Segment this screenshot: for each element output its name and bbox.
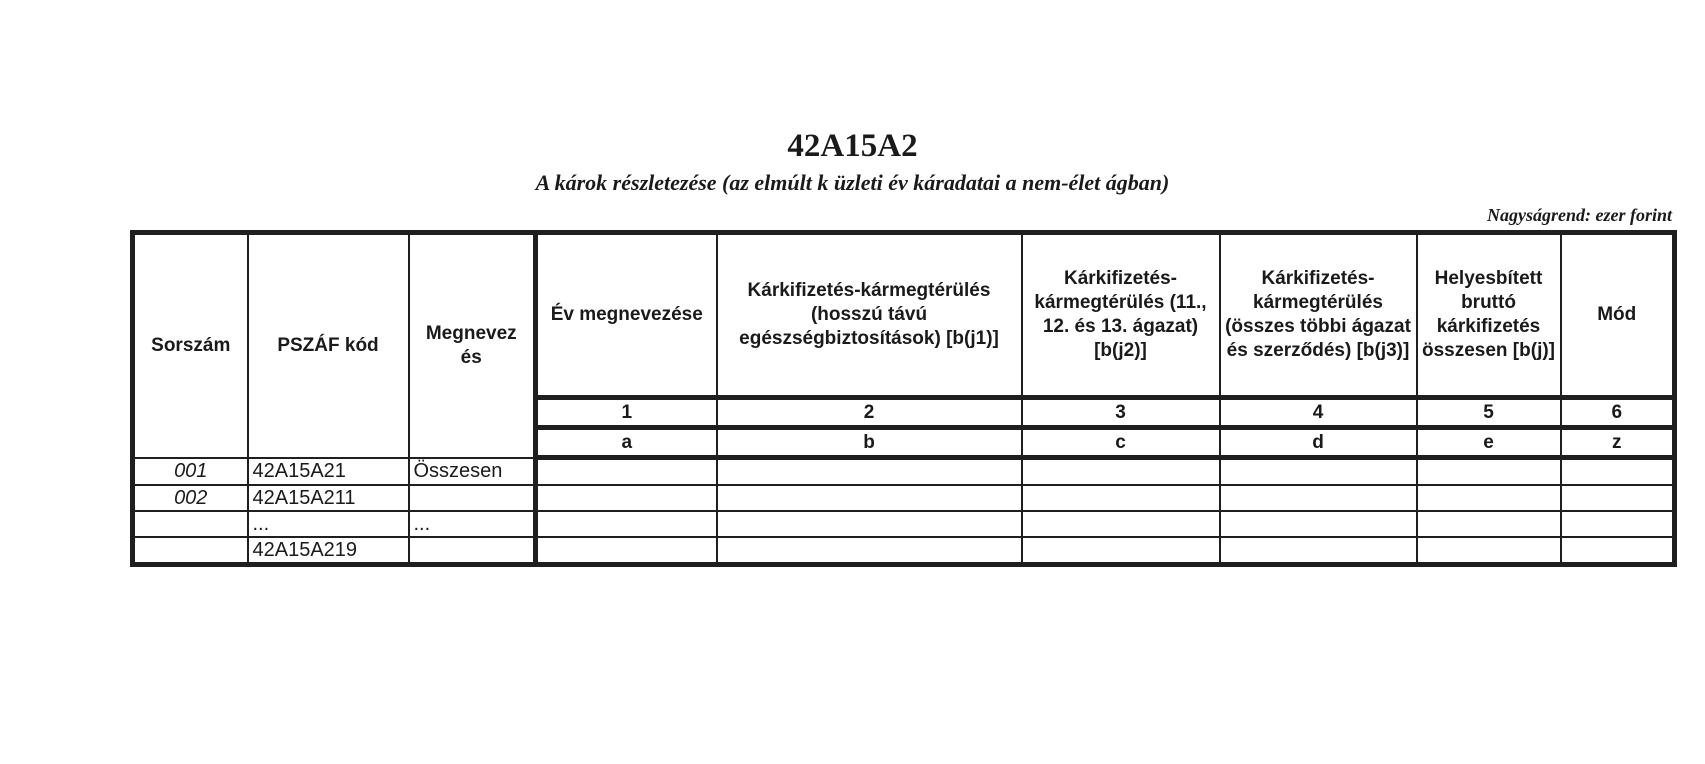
- column-number: 1: [536, 398, 717, 428]
- data-cell[interactable]: [1561, 458, 1675, 486]
- claims-table: [130, 230, 1677, 567]
- header-helyesbitett-brutto: Helyesbített bruttó kárkifizetés összesen [b(j)]: [1417, 233, 1561, 398]
- data-cell[interactable]: [1561, 511, 1675, 537]
- row-megnevezes: Összesen: [409, 458, 536, 486]
- row-pszaf-kod: ...: [248, 511, 409, 537]
- header-sorszam: Sorszám: [133, 233, 248, 458]
- data-cell[interactable]: [1220, 537, 1417, 565]
- table-row: [133, 511, 1675, 537]
- table-row: [133, 537, 1675, 565]
- row-sorszam: [133, 511, 248, 537]
- column-letter: b: [717, 428, 1022, 458]
- data-cell[interactable]: [1417, 537, 1561, 565]
- row-megnevezes: ...: [409, 511, 536, 537]
- column-letter: d: [1220, 428, 1417, 458]
- data-cell[interactable]: [1417, 511, 1561, 537]
- data-cell[interactable]: [717, 537, 1022, 565]
- data-cell[interactable]: [717, 458, 1022, 486]
- header-karkifizetes-j1: Kárkifizetés-kármegtérülés (hosszú távú egészségbiztosítások) [b(j1)]: [717, 233, 1022, 398]
- header-mod: Mód: [1561, 233, 1675, 398]
- data-cell[interactable]: [1022, 485, 1220, 511]
- data-cell[interactable]: [1561, 485, 1675, 511]
- row-pszaf-kod: 42A15A21: [248, 458, 409, 486]
- column-number: 3: [1022, 398, 1220, 428]
- data-cell[interactable]: [536, 458, 717, 486]
- data-cell[interactable]: [1022, 458, 1220, 486]
- column-number: 5: [1417, 398, 1561, 428]
- column-letter: z: [1561, 428, 1675, 458]
- column-letter: e: [1417, 428, 1561, 458]
- data-cell[interactable]: [1022, 511, 1220, 537]
- header-pszaf-kod: PSZÁF kód: [248, 233, 409, 458]
- data-cell[interactable]: [1417, 485, 1561, 511]
- data-cell[interactable]: [1220, 485, 1417, 511]
- data-cell[interactable]: [536, 537, 717, 565]
- column-number: 2: [717, 398, 1022, 428]
- data-cell[interactable]: [1417, 458, 1561, 486]
- data-cell[interactable]: [717, 511, 1022, 537]
- data-cell[interactable]: [536, 485, 717, 511]
- data-cell[interactable]: [1561, 537, 1675, 565]
- column-letter: a: [536, 428, 717, 458]
- table-row: [133, 458, 1675, 486]
- table-subtitle: A károk részletezése (az elmúlt k üzleti év káradatai a nem-élet ágban): [535, 170, 1170, 195]
- row-pszaf-kod: 42A15A211: [248, 485, 409, 511]
- data-cell[interactable]: [536, 511, 717, 537]
- header-karkifizetes-j2: Kárkifizetés-kármegtérülés (11., 12. és 13. ágazat) [b(j2)]: [1022, 233, 1220, 398]
- data-cell[interactable]: [1220, 511, 1417, 537]
- row-sorszam: [133, 537, 248, 565]
- table-code-title: 42A15A2: [787, 128, 918, 164]
- header-karkifizetes-j3: Kárkifizetés-kármegtérülés (összes többi ágazat és szerződés) [b(j3)]: [1220, 233, 1417, 398]
- header-megnevezes: Megnevez és: [409, 233, 536, 458]
- row-pszaf-kod: 42A15A219: [248, 537, 409, 565]
- header-ev-megnevezese: Év megnevezése: [536, 233, 717, 398]
- column-letter: c: [1022, 428, 1220, 458]
- row-megnevezes: [409, 485, 536, 511]
- column-number: 4: [1220, 398, 1417, 428]
- data-cell[interactable]: [717, 485, 1022, 511]
- data-cell[interactable]: [1022, 537, 1220, 565]
- row-megnevezes: [409, 537, 536, 565]
- data-cell[interactable]: [1220, 458, 1417, 486]
- column-number: 6: [1561, 398, 1675, 428]
- table-row: [133, 485, 1675, 511]
- unit-note: Nagyságrend: ezer forint: [1487, 205, 1672, 225]
- row-sorszam: 001: [133, 458, 248, 486]
- row-sorszam: 002: [133, 485, 248, 511]
